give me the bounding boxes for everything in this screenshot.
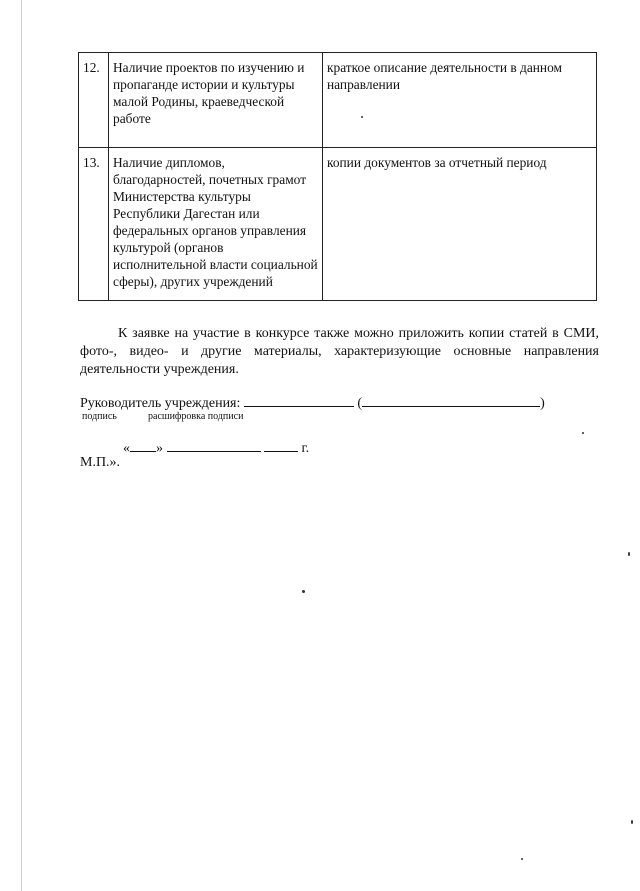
table-row — [79, 148, 597, 301]
criterion-cell: Наличие дипломов, благодарностей, почетных грамот Министерства культуры Республики Дагестан или федеральных органов управления культурой (органов исполнительной власти социальной сферы), других учреждений — [109, 148, 323, 301]
row-number: 12. — [79, 53, 109, 148]
scan-edge-line — [21, 0, 22, 891]
scan-speck — [582, 432, 584, 434]
signature-label: Руководитель учреждения: — [80, 396, 241, 411]
paren-close: ) — [540, 396, 545, 411]
paren-open: ( — [357, 396, 363, 411]
quote-open: « — [123, 441, 130, 456]
table-row — [79, 53, 597, 148]
scan-speck — [302, 590, 305, 593]
year-blank — [264, 438, 298, 452]
stamp-label: М.П.». — [80, 455, 121, 470]
row-number: 13. — [79, 148, 109, 301]
date-line — [123, 438, 309, 457]
signature-line — [80, 393, 545, 412]
signature-blank — [244, 393, 354, 407]
caption-decoding: расшифровка подписи — [148, 411, 244, 422]
scan-speck — [521, 858, 523, 860]
month-blank — [167, 438, 261, 452]
document-cell: копии документов за отчетный период — [323, 148, 597, 301]
criteria-table — [78, 52, 597, 301]
scan-speck — [631, 820, 633, 824]
name-blank — [362, 393, 540, 407]
quote-close: » — [156, 441, 163, 456]
attachments-note: К заявке на участие в конкурсе также можно приложить копии статей в СМИ, фото-, видео- и другие материалы, характеризующие основные направления деятельности учреждения. — [80, 326, 599, 377]
year-suffix: г. — [301, 441, 310, 456]
scan-speck — [628, 552, 630, 556]
document-cell: краткое описание деятельности в данном направлении — [323, 53, 597, 148]
scan-speck — [361, 116, 363, 118]
day-blank — [130, 438, 156, 452]
criterion-cell: Наличие проектов по изучению и пропаганде истории и культуры малой Родины, краеведческой работе — [109, 53, 323, 148]
caption-signature: подпись — [82, 411, 117, 422]
